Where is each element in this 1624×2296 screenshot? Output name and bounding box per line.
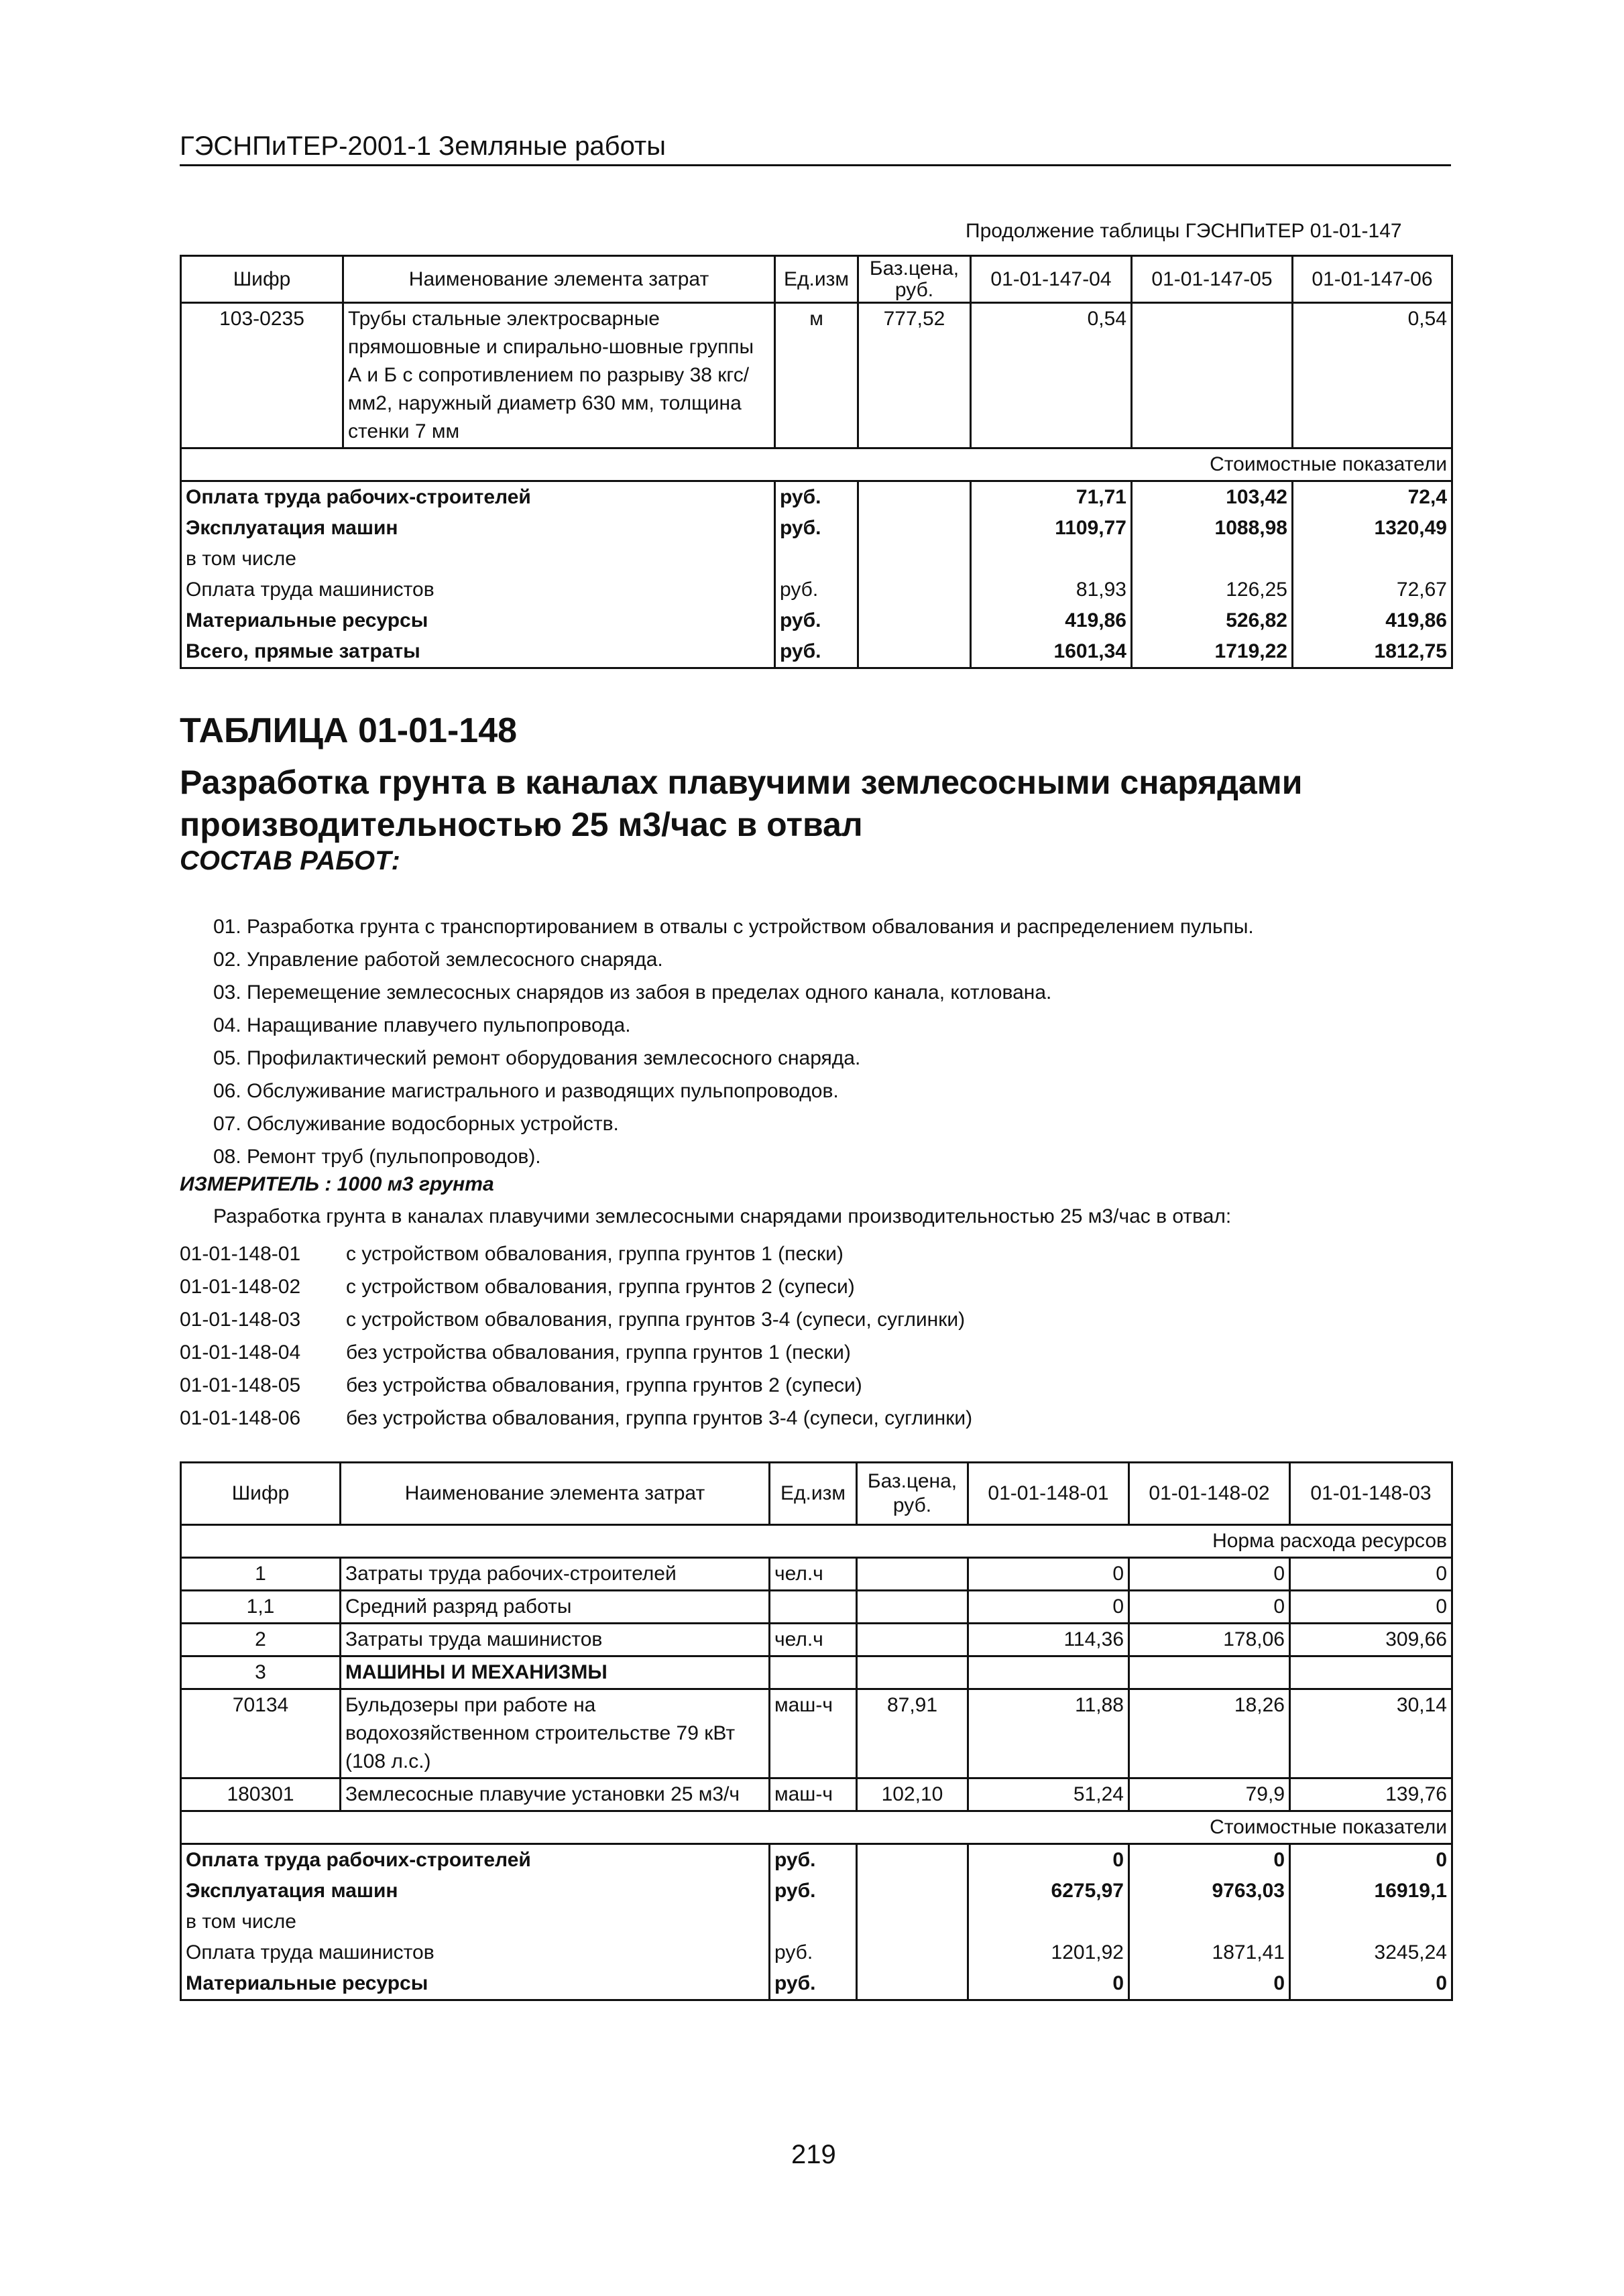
work-item: 08. Ремонт труб (пульпопроводов). bbox=[213, 1146, 541, 1168]
cost-value: 1812,75 bbox=[1293, 636, 1452, 668]
cost-unit: руб. bbox=[775, 575, 858, 605]
cost-value: 1871,41 bbox=[1129, 1937, 1290, 1968]
header-cell: Баз.цена, руб. bbox=[858, 256, 971, 303]
header-cell: Наименование элемента затрат bbox=[341, 1463, 770, 1525]
variant-text: без устройства обвалования, группа грунтов 2 (супеси) bbox=[346, 1374, 862, 1396]
variant-text: с устройством обвалования, группа грунтов 3-4 (супеси, суглинки) bbox=[346, 1309, 966, 1331]
section-row bbox=[181, 1811, 1452, 1844]
resource-value bbox=[1132, 303, 1293, 448]
table-row bbox=[181, 636, 1452, 668]
row-value: 11,88 bbox=[968, 1689, 1129, 1778]
cost-value: 9763,03 bbox=[1129, 1876, 1290, 1907]
section-row bbox=[181, 448, 1452, 481]
header-cell: 01-01-147-05 bbox=[1132, 256, 1293, 303]
table-row bbox=[181, 1876, 1452, 1907]
header-cell: 01-01-148-01 bbox=[968, 1463, 1129, 1525]
row-name: Затраты труда машинистов bbox=[341, 1624, 770, 1656]
work-item: 04. Наращивание плавучего пульпопровода. bbox=[213, 1014, 631, 1036]
header-cell: Баз.цена, руб. bbox=[857, 1463, 968, 1525]
cost-value: 103,42 bbox=[1132, 481, 1293, 513]
header-cell: 01-01-148-03 bbox=[1290, 1463, 1452, 1525]
cost-value: 126,25 bbox=[1132, 575, 1293, 605]
variant-text: с устройством обвалования, группа грунтов 1 (пески) bbox=[346, 1243, 844, 1265]
table-01-01-148 bbox=[180, 1461, 1453, 2001]
table-row bbox=[181, 513, 1452, 544]
table-row bbox=[181, 1558, 1452, 1591]
cost-unit: руб. bbox=[775, 481, 858, 513]
work-item: 03. Перемещение землесосных снарядов из забоя в пределах одного канала, котлована. bbox=[213, 981, 1052, 1004]
cost-name: Оплата труда рабочих-строителей bbox=[181, 481, 775, 513]
variant-text: с устройством обвалования, группа грунтов 2 (супеси) bbox=[346, 1276, 855, 1298]
row-value bbox=[1129, 1656, 1290, 1689]
header-cell: 01-01-148-02 bbox=[1129, 1463, 1290, 1525]
cost-name: Эксплуатация машин bbox=[181, 1876, 770, 1907]
table-header-row bbox=[181, 1463, 1452, 1525]
cost-value: 0 bbox=[1290, 1968, 1452, 2000]
row-name: МАШИНЫ И МЕХАНИЗМЫ bbox=[341, 1656, 770, 1689]
cost-value: 1320,49 bbox=[1293, 513, 1452, 544]
row-value: 0 bbox=[1129, 1558, 1290, 1591]
table-row bbox=[181, 575, 1452, 605]
header-cell: 01-01-147-06 bbox=[1293, 256, 1452, 303]
table-row bbox=[181, 605, 1452, 636]
header-cell: Ед.изм bbox=[775, 256, 858, 303]
row-value: 114,36 bbox=[968, 1624, 1129, 1656]
work-item: 07. Обслуживание водосборных устройств. bbox=[213, 1113, 619, 1135]
variant-code: 01-01-148-05 bbox=[180, 1374, 301, 1396]
cost-value: 0 bbox=[1129, 1844, 1290, 1876]
cost-name: Материальные ресурсы bbox=[181, 1968, 770, 2000]
meter: ИЗМЕРИТЕЛЬ : 1000 м3 грунта bbox=[180, 1173, 494, 1195]
table-description: Разработка грунта в каналах плавучими землесосными снарядами производительностью 25 м3/час в отвал bbox=[180, 764, 1303, 843]
row-value: 0 bbox=[1129, 1591, 1290, 1624]
row-value: 79,9 bbox=[1129, 1778, 1290, 1811]
cost-value: 1601,34 bbox=[971, 636, 1132, 668]
row-unit: чел.ч bbox=[770, 1624, 857, 1656]
variant-text: без устройства обвалования, группа грунтов 1 (пески) bbox=[346, 1341, 851, 1364]
cost-name: в том числе bbox=[181, 1907, 770, 1937]
row-price: 87,91 bbox=[857, 1689, 968, 1778]
cost-name: Всего, прямые затраты bbox=[181, 636, 775, 668]
cost-value: 1201,92 bbox=[968, 1937, 1129, 1968]
continuation-note: Продолжение таблицы ГЭСНПиТЕР 01-01-147 bbox=[966, 220, 1402, 242]
cost-value: 81,93 bbox=[971, 575, 1132, 605]
row-unit: маш-ч bbox=[770, 1689, 857, 1778]
row-value: 0 bbox=[968, 1591, 1129, 1624]
cost-value: 16919,1 bbox=[1290, 1876, 1452, 1907]
row-name: Затраты труда рабочих-строителей bbox=[341, 1558, 770, 1591]
variants-list bbox=[180, 1237, 972, 1435]
cost-value: 71,71 bbox=[971, 481, 1132, 513]
table-row bbox=[181, 1778, 1452, 1811]
header-cell: Шифр bbox=[181, 1463, 341, 1525]
cost-unit: руб. bbox=[770, 1876, 857, 1907]
row-unit: маш-ч bbox=[770, 1778, 857, 1811]
resource-code: 103-0235 bbox=[181, 303, 343, 448]
resource-value: 0,54 bbox=[1293, 303, 1452, 448]
row-code: 1 bbox=[181, 1558, 341, 1591]
row-unit bbox=[770, 1591, 857, 1624]
variant-item bbox=[180, 1303, 972, 1336]
cost-unit: руб. bbox=[775, 605, 858, 636]
row-value: 0 bbox=[968, 1558, 1129, 1591]
cost-value: 0 bbox=[1290, 1844, 1452, 1876]
row-value bbox=[968, 1656, 1129, 1689]
variant-item bbox=[180, 1270, 972, 1303]
cost-unit: руб. bbox=[775, 636, 858, 668]
header-cell: 01-01-147-04 bbox=[971, 256, 1132, 303]
variant-code: 01-01-148-06 bbox=[180, 1407, 301, 1429]
section-row bbox=[181, 1525, 1452, 1558]
section-label: Стоимостные показатели bbox=[181, 448, 1452, 481]
row-value: 178,06 bbox=[1129, 1624, 1290, 1656]
cost-value: 1088,98 bbox=[1132, 513, 1293, 544]
table-row bbox=[181, 1968, 1452, 2000]
cost-value: 72,4 bbox=[1293, 481, 1452, 513]
cost-value: 1109,77 bbox=[971, 513, 1132, 544]
table-row bbox=[181, 303, 1452, 448]
works-list bbox=[213, 910, 1254, 1173]
row-value: 139,76 bbox=[1290, 1778, 1452, 1811]
resource-price: 777,52 bbox=[858, 303, 971, 448]
table-row bbox=[181, 1844, 1452, 1876]
table-row bbox=[181, 1689, 1452, 1778]
variant-item bbox=[180, 1336, 972, 1369]
section-label: Норма расхода ресурсов bbox=[181, 1525, 1452, 1558]
resource-name: Трубы стальные электросварные прямошовные и спирально-шовные группы А и Б с сопротивлением по разрыву 38 кгс/мм2, наружный диаметр 630 мм, толщина стенки 7 мм bbox=[343, 303, 775, 448]
cost-value: 419,86 bbox=[1293, 605, 1452, 636]
cost-value: 3245,24 bbox=[1290, 1937, 1452, 1968]
variant-code: 01-01-148-02 bbox=[180, 1276, 301, 1298]
row-price bbox=[857, 1558, 968, 1591]
table-row bbox=[181, 544, 1452, 575]
cost-value: 526,82 bbox=[1132, 605, 1293, 636]
variant-text: без устройства обвалования, группа грунтов 3-4 (супеси, суглинки) bbox=[346, 1407, 973, 1429]
table-row bbox=[181, 1591, 1452, 1624]
row-value: 30,14 bbox=[1290, 1689, 1452, 1778]
variant-code: 01-01-148-04 bbox=[180, 1341, 301, 1364]
cost-value: 419,86 bbox=[971, 605, 1132, 636]
row-value: 0 bbox=[1290, 1591, 1452, 1624]
variant-code: 01-01-148-03 bbox=[180, 1309, 301, 1331]
header-cell: Ед.изм bbox=[770, 1463, 857, 1525]
row-code: 70134 bbox=[181, 1689, 341, 1778]
cost-name: Оплата труда машинистов bbox=[181, 575, 775, 605]
work-item: 02. Управление работой землесосного снаряда. bbox=[213, 949, 663, 971]
resource-unit: м bbox=[775, 303, 858, 448]
variant-item bbox=[180, 1402, 972, 1435]
works-title: СОСТАВ РАБОТ: bbox=[180, 846, 400, 875]
row-value: 0 bbox=[1290, 1558, 1452, 1591]
row-value: 309,66 bbox=[1290, 1624, 1452, 1656]
header-cell: Наименование элемента затрат bbox=[343, 256, 775, 303]
cost-name: Эксплуатация машин bbox=[181, 513, 775, 544]
table-row bbox=[181, 1907, 1452, 1937]
row-code: 2 bbox=[181, 1624, 341, 1656]
cost-value: 0 bbox=[1129, 1968, 1290, 2000]
cost-value: 1719,22 bbox=[1132, 636, 1293, 668]
page-header: ГЭСНПиТЕР-2001-1 Земляные работы bbox=[180, 131, 1451, 166]
variant-item bbox=[180, 1369, 972, 1402]
table-row bbox=[181, 1624, 1452, 1656]
cost-unit: руб. bbox=[770, 1937, 857, 1968]
table-title: ТАБЛИЦА 01-01-148 bbox=[180, 711, 518, 750]
variants-intro: Разработка грунта в каналах плавучими землесосными снарядами производительностью 25 м3/час в отвал: bbox=[213, 1205, 1232, 1227]
resource-value: 0,54 bbox=[971, 303, 1132, 448]
header-cell: Шифр bbox=[181, 256, 343, 303]
cost-name: Оплата труда рабочих-строителей bbox=[181, 1844, 770, 1876]
row-value: 51,24 bbox=[968, 1778, 1129, 1811]
row-price bbox=[857, 1656, 968, 1689]
variant-item bbox=[180, 1237, 972, 1270]
cost-value: 6275,97 bbox=[968, 1876, 1129, 1907]
cost-unit: руб. bbox=[775, 513, 858, 544]
table-header-row bbox=[181, 256, 1452, 303]
page-number: 219 bbox=[791, 2140, 836, 2169]
table-row bbox=[181, 1656, 1452, 1689]
row-name: Бульдозеры при работе на водохозяйственном строительстве 79 кВт (108 л.с.) bbox=[341, 1689, 770, 1778]
cost-value: 72,67 bbox=[1293, 575, 1452, 605]
cost-name: Оплата труда машинистов bbox=[181, 1937, 770, 1968]
table-row bbox=[181, 481, 1452, 513]
row-price bbox=[857, 1624, 968, 1656]
work-item: 05. Профилактический ремонт оборудования землесосного снаряда. bbox=[213, 1047, 861, 1069]
row-price bbox=[857, 1591, 968, 1624]
section-label: Стоимостные показатели bbox=[181, 1811, 1452, 1844]
row-unit bbox=[770, 1656, 857, 1689]
row-value: 18,26 bbox=[1129, 1689, 1290, 1778]
cost-value: 0 bbox=[968, 1844, 1129, 1876]
row-value bbox=[1290, 1656, 1452, 1689]
row-code: 1,1 bbox=[181, 1591, 341, 1624]
table-01-01-147-continuation bbox=[180, 255, 1453, 669]
row-unit: чел.ч bbox=[770, 1558, 857, 1591]
row-code: 180301 bbox=[181, 1778, 341, 1811]
row-code: 3 bbox=[181, 1656, 341, 1689]
work-item: 06. Обслуживание магистрального и разводящих пульпопроводов. bbox=[213, 1080, 839, 1102]
row-price: 102,10 bbox=[857, 1778, 968, 1811]
row-name: Средний разряд работы bbox=[341, 1591, 770, 1624]
cost-name: в том числе bbox=[181, 544, 775, 575]
cost-unit: руб. bbox=[770, 1844, 857, 1876]
cost-unit: руб. bbox=[770, 1968, 857, 2000]
cost-value: 0 bbox=[968, 1968, 1129, 2000]
cost-name: Материальные ресурсы bbox=[181, 605, 775, 636]
work-item: 01. Разработка грунта с транспортированием в отвалы с устройством обвалования и распределением пульпы. bbox=[213, 916, 1254, 938]
table-row bbox=[181, 1937, 1452, 1968]
row-name: Землесосные плавучие установки 25 м3/ч bbox=[341, 1778, 770, 1811]
variant-code: 01-01-148-01 bbox=[180, 1243, 301, 1265]
